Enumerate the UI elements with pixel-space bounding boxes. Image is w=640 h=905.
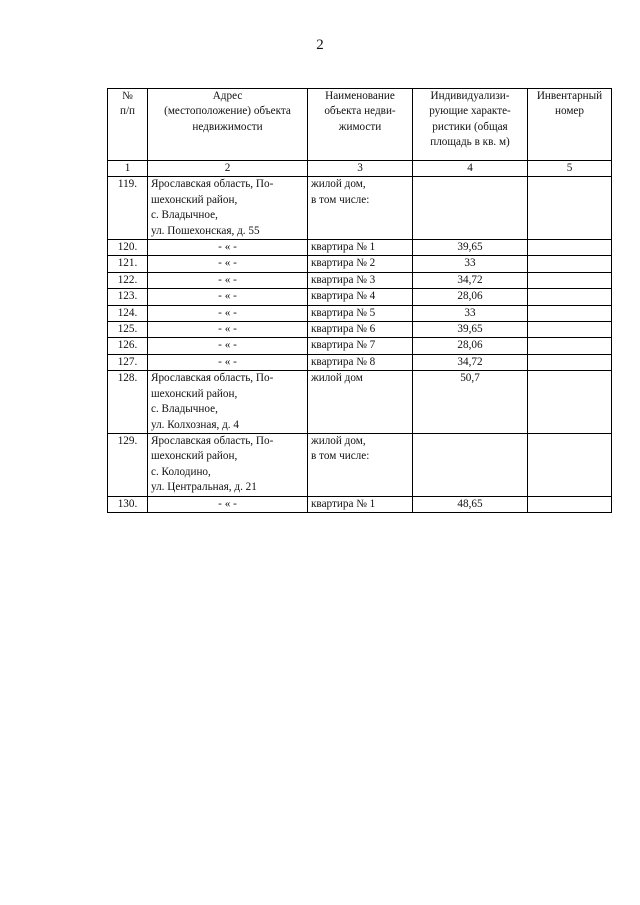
inventory-number-cell xyxy=(528,289,612,305)
address-cell: Ярославская область, По- шехонский район, с. Колодино, ул. Центральная, д. 21 xyxy=(148,433,308,496)
area-cell xyxy=(413,433,528,496)
row-number-cell: 121. xyxy=(108,256,148,272)
address-cell: - « - xyxy=(148,305,308,321)
address-cell: Ярославская область, По- шехонский район, с. Владычное, ул. Пошехонская, д. 55 xyxy=(148,177,308,240)
address-cell: - « - xyxy=(148,496,308,512)
area-cell xyxy=(413,177,528,240)
address-cell: - « - xyxy=(148,256,308,272)
inventory-number-cell xyxy=(528,354,612,370)
inventory-number-cell xyxy=(528,272,612,288)
table-row xyxy=(108,354,612,370)
header-address: Адрес (местоположение) объекта недвижимости xyxy=(148,89,308,161)
row-number-cell: 127. xyxy=(108,354,148,370)
address-cell: - « - xyxy=(148,322,308,338)
header-characteristics: Индивидуализи- рующие характе- ристики (общая площадь в кв. м) xyxy=(413,89,528,161)
inventory-number-cell xyxy=(528,371,612,434)
column-number-row xyxy=(108,161,612,177)
address-cell: Ярославская область, По- шехонский район, с. Владычное, ул. Колхозная, д. 4 xyxy=(148,371,308,434)
inventory-number-cell xyxy=(528,256,612,272)
area-cell: 33 xyxy=(413,305,528,321)
row-number-cell: 120. xyxy=(108,240,148,256)
table-row xyxy=(108,256,612,272)
table-row xyxy=(108,371,612,434)
object-name-cell: квартира № 3 xyxy=(308,272,413,288)
row-number-cell: 119. xyxy=(108,177,148,240)
inventory-number-cell xyxy=(528,322,612,338)
table-row xyxy=(108,338,612,354)
header-row-number: № п/п xyxy=(108,89,148,161)
row-number-cell: 128. xyxy=(108,371,148,434)
area-cell: 34,72 xyxy=(413,272,528,288)
area-cell: 28,06 xyxy=(413,338,528,354)
object-name-cell: квартира № 4 xyxy=(308,289,413,305)
inventory-number-cell xyxy=(528,177,612,240)
inventory-number-cell xyxy=(528,305,612,321)
row-number-cell: 123. xyxy=(108,289,148,305)
table-row xyxy=(108,289,612,305)
inventory-number-cell xyxy=(528,338,612,354)
row-number-cell: 122. xyxy=(108,272,148,288)
area-cell: 34,72 xyxy=(413,354,528,370)
address-cell: - « - xyxy=(148,240,308,256)
area-cell: 48,65 xyxy=(413,496,528,512)
object-name-cell: квартира № 8 xyxy=(308,354,413,370)
inventory-number-cell xyxy=(528,433,612,496)
column-number: 2 xyxy=(148,161,308,177)
table-row xyxy=(108,177,612,240)
address-cell: - « - xyxy=(148,289,308,305)
object-name-cell: квартира № 7 xyxy=(308,338,413,354)
row-number-cell: 124. xyxy=(108,305,148,321)
address-cell: - « - xyxy=(148,272,308,288)
address-cell: - « - xyxy=(148,354,308,370)
area-cell: 39,65 xyxy=(413,322,528,338)
table-row xyxy=(108,322,612,338)
row-number-cell: 125. xyxy=(108,322,148,338)
object-name-cell: жилой дом, в том числе: xyxy=(308,177,413,240)
area-cell: 50,7 xyxy=(413,371,528,434)
row-number-cell: 130. xyxy=(108,496,148,512)
table-header-row xyxy=(108,89,612,161)
column-number: 3 xyxy=(308,161,413,177)
object-name-cell: квартира № 2 xyxy=(308,256,413,272)
area-cell: 33 xyxy=(413,256,528,272)
header-object-name: Наименование объекта недви- жимости xyxy=(308,89,413,161)
table-row xyxy=(108,305,612,321)
page-number: 2 xyxy=(316,37,324,53)
table-row xyxy=(108,496,612,512)
inventory-number-cell xyxy=(528,496,612,512)
table-row xyxy=(108,272,612,288)
column-number: 5 xyxy=(528,161,612,177)
column-number: 4 xyxy=(413,161,528,177)
object-name-cell: квартира № 1 xyxy=(308,240,413,256)
table-row xyxy=(108,433,612,496)
object-name-cell: жилой дом, в том числе: xyxy=(308,433,413,496)
inventory-number-cell xyxy=(528,240,612,256)
row-number-cell: 129. xyxy=(108,433,148,496)
area-cell: 39,65 xyxy=(413,240,528,256)
property-registry-table xyxy=(107,88,612,513)
object-name-cell: жилой дом xyxy=(308,371,413,434)
header-inventory-number: Инвентарный номер xyxy=(528,89,612,161)
area-cell: 28,06 xyxy=(413,289,528,305)
row-number-cell: 126. xyxy=(108,338,148,354)
table-row xyxy=(108,240,612,256)
address-cell: - « - xyxy=(148,338,308,354)
object-name-cell: квартира № 5 xyxy=(308,305,413,321)
object-name-cell: квартира № 6 xyxy=(308,322,413,338)
table-body xyxy=(108,161,612,513)
column-number: 1 xyxy=(108,161,148,177)
object-name-cell: квартира № 1 xyxy=(308,496,413,512)
